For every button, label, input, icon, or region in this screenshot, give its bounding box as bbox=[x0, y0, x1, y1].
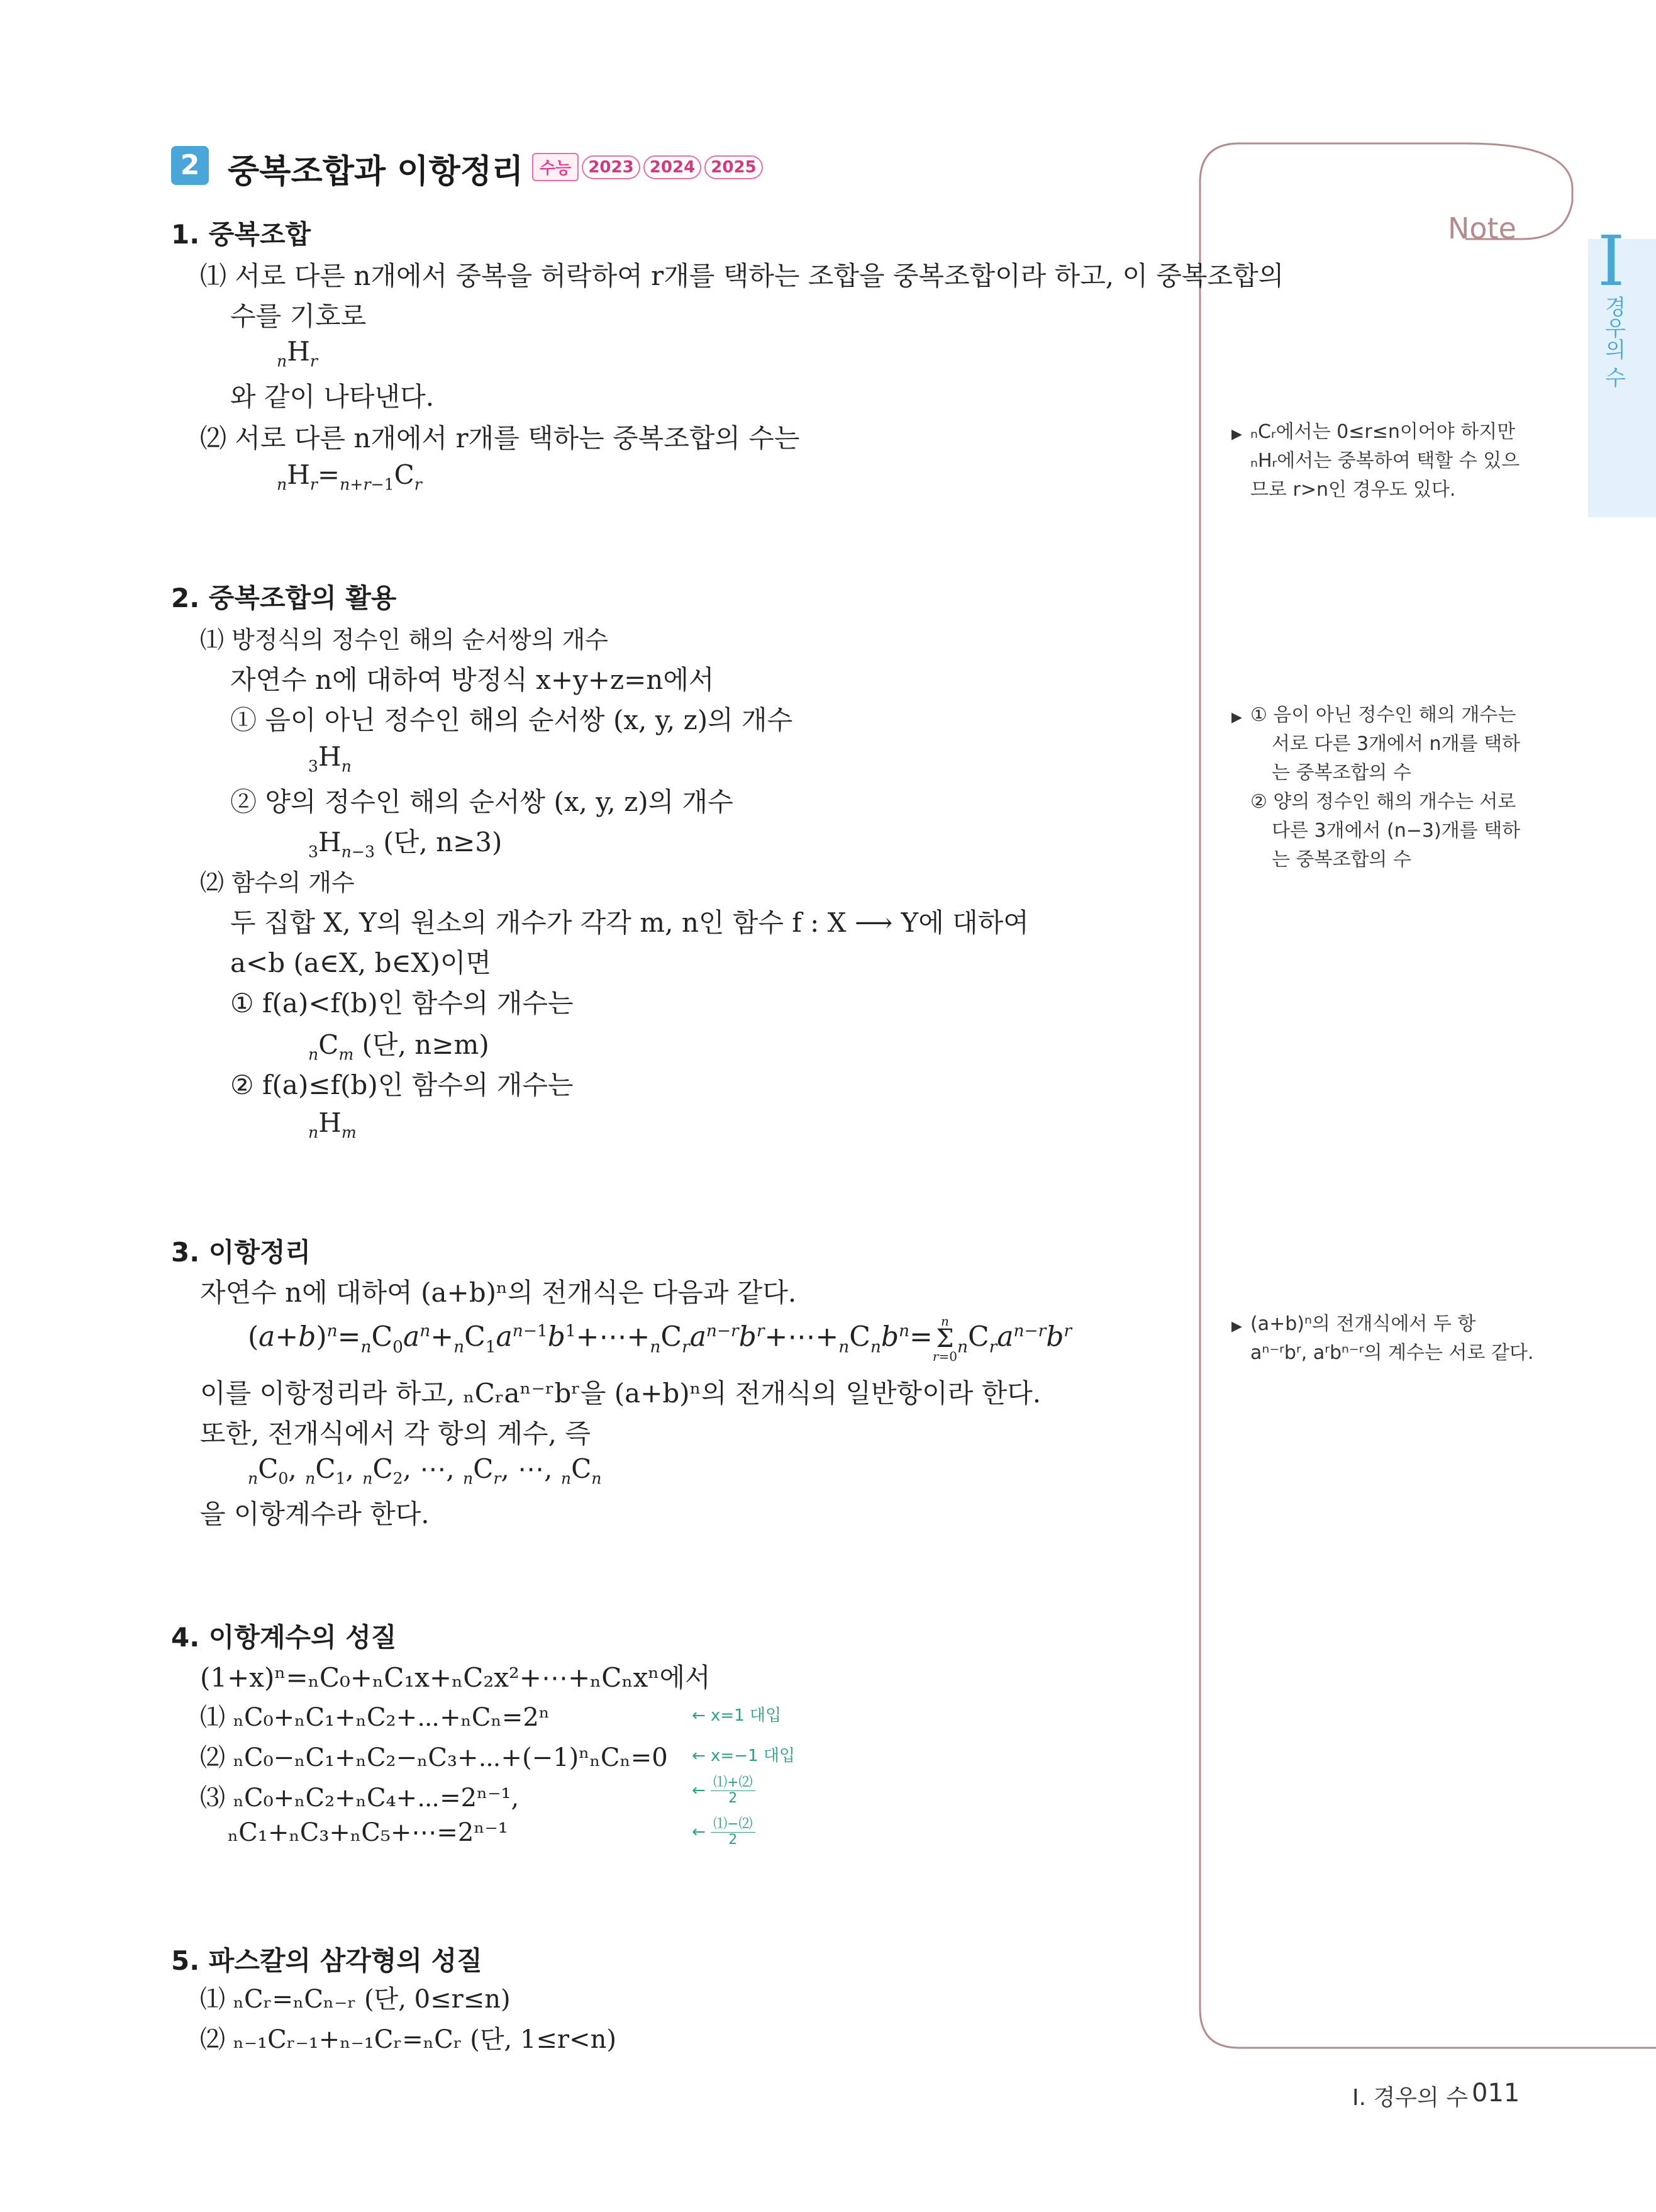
binomial-expansion: $(a+b)^n=_nC_0a^n+_nC_1a^{n-1}b^1+\cdots+_nC_ra^{n-r}b^r+\cdots+_nC_nb^n=$ n Σ r=0 $_nC_ra^{n-r}b^r$ bbox=[248, 1314, 1072, 1364]
s2-l4: 두 집합 X, Y의 원소의 개수가 각각 m, n인 함수 f : X ⟶ Y에 대하여 bbox=[230, 907, 1029, 938]
s2-l3-cond: (단, n≥3) bbox=[383, 827, 503, 857]
note-2-f: 는 중복조합의 수 bbox=[1272, 849, 1411, 871]
aside-sum bbox=[692, 1775, 755, 1806]
year-chip-2025: 2025 bbox=[704, 155, 762, 179]
formula-3Hn-3: $_3H_{n-3}$ (단, n≥3) bbox=[308, 827, 503, 861]
section-number-badge bbox=[171, 146, 209, 185]
s4-l4: ₙC₁+ₙC₃+ₙC₅+⋯=2ⁿ⁻¹ bbox=[228, 1818, 508, 1847]
page-number: 011 bbox=[1472, 2079, 1520, 2108]
s2-l6-cond: (단, n≥m) bbox=[362, 1029, 489, 1060]
formula-nHm: $_nH_m$ bbox=[308, 1107, 357, 1142]
formula-nCm: $_nC_m$ (단, n≥m) bbox=[308, 1029, 489, 1064]
s4-l3: ⑶ ₙC₀+ₙC₂+ₙC₄+⋯=2ⁿ⁻¹, bbox=[200, 1784, 520, 1813]
note-2-marker: ▶ bbox=[1231, 710, 1242, 725]
s3-l4: 을 이항계수라 한다. bbox=[200, 1499, 430, 1529]
s2-l3: ② 양의 정수인 해의 순서쌍 (x, y, z)의 개수 bbox=[230, 786, 733, 817]
note-1-marker: ▶ bbox=[1231, 427, 1242, 442]
note-3-b: aⁿ⁻ʳbʳ, aʳbⁿ⁻ʳ의 계수는 서로 같다. bbox=[1250, 1342, 1534, 1364]
aside-arrow-1: ← bbox=[692, 1781, 706, 1800]
aside-x1: ← x=1 대입 bbox=[692, 1706, 782, 1725]
s4-l1: ⑴ ₙC₀+ₙC₁+ₙC₂+⋯+ₙCₙ=2ⁿ bbox=[200, 1703, 550, 1732]
aside-xm1: ← x=−1 대입 bbox=[692, 1746, 796, 1765]
s2-sub1: ⑴ 방정식의 정수인 해의 순서쌍의 개수 bbox=[200, 626, 609, 654]
s1-p2: ⑵ 서로 다른 n개에서 r개를 택하는 중복조합의 수는 bbox=[200, 423, 800, 454]
s1-p1-c: 와 같이 나타낸다. bbox=[230, 381, 435, 412]
formula-3Hn: $_3H_n$ bbox=[308, 741, 352, 776]
fraction-diff-num: ⑴−⑵ bbox=[711, 1817, 755, 1833]
s3-l3: 또한, 전개식에서 각 항의 계수, 즉 bbox=[200, 1418, 591, 1449]
s5-l2: ⑵ ₙ₋₁Cᵣ₋₁+ₙ₋₁Cᵣ=ₙCᵣ (단, 1≤r<n) bbox=[200, 2025, 616, 2054]
fraction-sum bbox=[711, 1775, 755, 1806]
heading-2: 2. 중복조합의 활용 bbox=[171, 583, 397, 613]
chapter-name: 경우의 수 bbox=[1601, 296, 1626, 388]
s5-l1: ⑴ ₙCᵣ=ₙCₙ₋ᵣ (단, 0≤r≤n) bbox=[200, 1985, 511, 2014]
note-2-e: 다른 3개에서 (n−3)개를 택하 bbox=[1272, 820, 1521, 842]
formula-nHr-eq: $_nH_r=_{n+r-1}C_r$ bbox=[277, 459, 422, 494]
note-3-a: (a+b)ⁿ의 전개식에서 두 항 bbox=[1250, 1313, 1476, 1335]
note-2-a: ① 음이 아닌 정수인 해의 개수는 bbox=[1250, 704, 1516, 726]
note-2 bbox=[1250, 701, 1520, 874]
formula-nHr: $_nH_r$ bbox=[277, 336, 318, 371]
year-chip-2024: 2024 bbox=[643, 155, 701, 179]
s2-l2: ① 음이 아닌 정수인 해의 순서쌍 (x, y, z)의 개수 bbox=[230, 705, 793, 735]
note-1-b: ₙHᵣ에서는 중복하여 택할 수 있으 bbox=[1250, 450, 1520, 472]
note-1 bbox=[1250, 418, 1520, 505]
exam-tag bbox=[532, 153, 763, 182]
fraction-diff-den: 2 bbox=[728, 1832, 738, 1848]
s2-sub2: ⑵ 함수의 개수 bbox=[200, 869, 355, 897]
year-chip-2023: 2023 bbox=[582, 155, 640, 179]
heading-3: 3. 이항정리 bbox=[171, 1237, 311, 1268]
heading-5: 5. 파스칼의 삼각형의 성질 bbox=[171, 1945, 482, 1976]
note-2-c: 는 중복조합의 수 bbox=[1272, 762, 1411, 784]
s1-p1-b: 수를 기호로 bbox=[230, 301, 367, 332]
section-title: 중복조합과 이항정리 bbox=[228, 153, 524, 191]
s2-l6: ① f(a)<f(b)인 함수의 개수는 bbox=[230, 988, 574, 1019]
note-3-marker: ▶ bbox=[1231, 1319, 1242, 1334]
s2-l5: a<b (a∈X, b∈X)이면 bbox=[230, 947, 491, 978]
heading-1: 1. 중복조합 bbox=[171, 219, 311, 250]
binomial-coefficients: $_nC_0$, $_nC_1$, $_nC_2$, ⋯, $_nC_r$, ⋯, $_nC_n$ bbox=[248, 1453, 602, 1488]
note-2-d: ② 양의 정수인 해의 개수는 서로 bbox=[1250, 791, 1516, 813]
exam-tag-label: 수능 bbox=[532, 153, 579, 181]
aside-diff bbox=[692, 1817, 755, 1848]
chapter-roman: I bbox=[1598, 221, 1625, 301]
note-1-c: 므로 r>n인 경우도 있다. bbox=[1250, 479, 1456, 501]
note-3 bbox=[1250, 1310, 1534, 1368]
heading-4: 4. 이항계수의 성질 bbox=[171, 1622, 397, 1653]
s2-l7: ② f(a)≤f(b)인 함수의 개수는 bbox=[230, 1070, 574, 1100]
fraction-diff bbox=[711, 1817, 755, 1848]
footer-chapter: I. 경우의 수 bbox=[1352, 2085, 1469, 2111]
s3-l2: 이를 이항정리라 하고, ₙCᵣaⁿ⁻ʳbʳ을 (a+b)ⁿ의 전개식의 일반항이라 한다. bbox=[200, 1378, 1042, 1409]
fraction-sum-num: ⑴+⑵ bbox=[711, 1775, 755, 1791]
s2-l1: 자연수 n에 대하여 방정식 x+y+z=n에서 bbox=[230, 664, 714, 695]
s3-l1: 자연수 n에 대하여 (a+b)ⁿ의 전개식은 다음과 같다. bbox=[200, 1277, 797, 1308]
note-2-b: 서로 다른 3개에서 n개를 택하 bbox=[1272, 733, 1521, 755]
aside-arrow-2: ← bbox=[692, 1823, 706, 1841]
s1-p1-a: ⑴ 서로 다른 n개에서 중복을 허락하여 r개를 택하는 조합을 중복조합이라 하고, 이 중복조합의 bbox=[200, 260, 1284, 291]
note-1-a: ₙCᵣ에서는 0≤r≤n이어야 하지만 bbox=[1250, 421, 1516, 443]
s4-l2: ⑵ ₙC₀−ₙC₁+ₙC₂−ₙC₃+⋯+(−1)ⁿₙCₙ=0 bbox=[200, 1743, 668, 1772]
fraction-sum-den: 2 bbox=[728, 1790, 738, 1806]
s4-l0: (1+x)ⁿ=ₙC₀+ₙC₁x+ₙC₂x²+⋯+ₙCₙxⁿ에서 bbox=[200, 1662, 711, 1693]
note-title: Note bbox=[1448, 211, 1516, 245]
section-number: 2 bbox=[180, 149, 200, 181]
